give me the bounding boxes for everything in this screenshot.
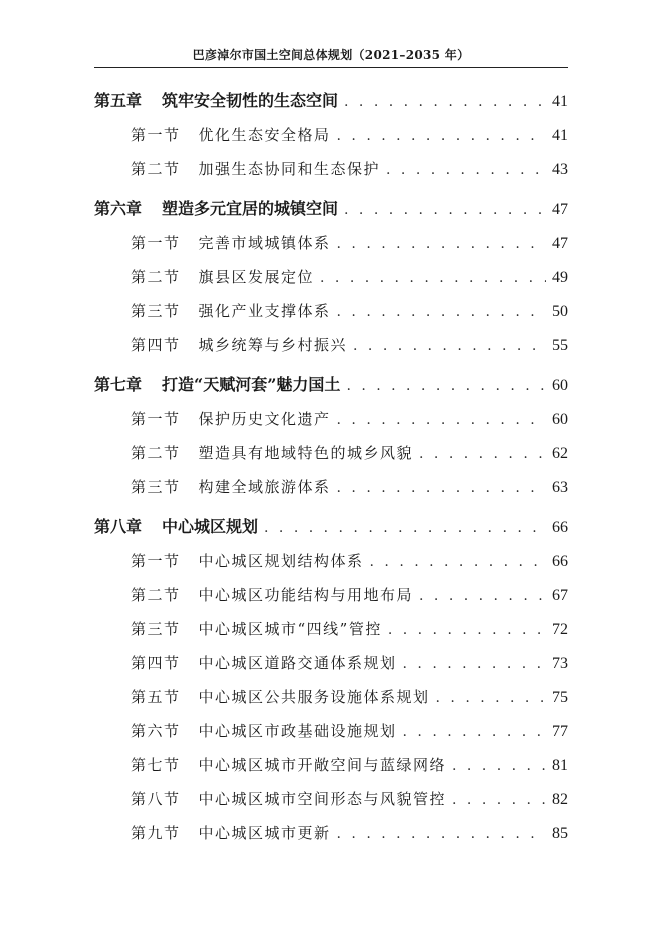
toc-leader-dots: [264, 511, 546, 545]
toc-entry-number: 第八节: [131, 790, 181, 808]
toc-entry-page: 50: [552, 303, 568, 320]
toc-entry-number: 第七节: [131, 756, 181, 774]
toc-entry-page: 60: [552, 377, 568, 394]
toc-entry-number: 第一节: [131, 552, 181, 570]
toc-section-entry[interactable]: [94, 260, 568, 294]
toc-entry-page: 66: [552, 519, 568, 536]
running-header: 巴彦淖尔市国土空间总体规划（2021–2035 年）: [192, 48, 470, 62]
toc-section-entry[interactable]: [94, 612, 568, 646]
toc-entry-number: 第四节: [131, 654, 181, 672]
toc-entry-title: 中心城区城市更新: [198, 824, 331, 842]
toc-entry-number: 第八章: [94, 517, 143, 536]
toc-leader-dots: [320, 261, 546, 295]
toc-entry-title: 完善市域城镇体系: [198, 234, 331, 252]
toc-entry-page: 67: [552, 587, 568, 604]
header-rule: [94, 67, 568, 68]
toc-section-entry[interactable]: [94, 714, 568, 748]
toc-entry-number: 第二节: [131, 586, 181, 604]
toc-entry-number: 第六节: [131, 722, 181, 740]
toc-section-entry[interactable]: [94, 470, 568, 504]
toc-entry-page: 60: [552, 411, 568, 428]
toc-entry-title: 中心城区城市开敞空间与蓝绿网络: [198, 756, 447, 774]
toc-entry-number: 第五节: [131, 688, 181, 706]
toc-chapter-entry[interactable]: [94, 192, 568, 226]
toc-entry-page: 47: [552, 201, 568, 218]
toc-leader-dots: [419, 437, 546, 471]
toc-leader-dots: [386, 153, 546, 187]
toc-entry-page: 66: [552, 553, 568, 570]
toc-entry-title: 强化产业支撑体系: [198, 302, 331, 320]
toc-entry-page: 81: [552, 757, 568, 774]
toc-leader-dots: [452, 749, 546, 783]
toc-section-entry[interactable]: [94, 436, 568, 470]
toc-entry-number: 第二节: [131, 444, 181, 462]
toc-entry-title: 中心城区道路交通体系规划: [198, 654, 397, 672]
toc-leader-dots: [346, 369, 546, 403]
toc-entry-number: 第九节: [131, 824, 181, 842]
toc-entry-number: 第三节: [131, 620, 181, 638]
toc-entry-page: 63: [552, 479, 568, 496]
toc-section-entry[interactable]: [94, 782, 568, 816]
toc-entry-page: 62: [552, 445, 568, 462]
toc-section-entry[interactable]: [94, 226, 568, 260]
toc-leader-dots: [403, 647, 546, 681]
toc-entry-title: 中心城区规划: [162, 517, 259, 536]
toc-entry-page: 41: [552, 127, 568, 144]
toc-entry-title: 加强生态协同和生态保护: [198, 160, 381, 178]
toc-entry-number: 第三节: [131, 478, 181, 496]
toc-entry-title: 构建全域旅游体系: [198, 478, 331, 496]
toc-chapter-entry[interactable]: [94, 510, 568, 544]
toc-section-entry[interactable]: [94, 152, 568, 186]
toc-entry-number: 第二节: [131, 160, 181, 178]
toc-leader-dots: [337, 403, 546, 437]
toc-leader-dots: [353, 329, 546, 363]
toc-entry-title: 中心城区规划结构体系: [198, 552, 364, 570]
toc-entry-page: 41: [552, 93, 568, 110]
toc-leader-dots: [337, 295, 546, 329]
toc-entry-number: 第七章: [94, 375, 143, 394]
toc-leader-dots: [370, 545, 546, 579]
toc-entry-title: 筑牢安全韧性的生态空间: [162, 91, 339, 110]
toc-entry-page: 73: [552, 655, 568, 672]
toc-entry-number: 第六章: [94, 199, 143, 218]
toc-leader-dots: [344, 193, 546, 227]
toc-entry-page: 75: [552, 689, 568, 706]
toc-entry-page: 55: [552, 337, 568, 354]
toc-chapter-entry[interactable]: [94, 84, 568, 118]
toc-chapter-entry[interactable]: [94, 368, 568, 402]
toc-section-entry[interactable]: [94, 402, 568, 436]
toc-section-entry[interactable]: [94, 544, 568, 578]
toc-section-entry[interactable]: [94, 646, 568, 680]
toc-entry-title: 中心城区市政基础设施规划: [198, 722, 397, 740]
toc-entry-number: 第一节: [131, 234, 181, 252]
toc-entry-title: 中心城区公共服务设施体系规划: [198, 688, 430, 706]
toc-entry-title: 中心城区城市“四线”管控: [198, 620, 382, 638]
toc-entry-page: 77: [552, 723, 568, 740]
toc-entry-title: 城乡统筹与乡村振兴: [198, 336, 348, 354]
toc-leader-dots: [344, 85, 546, 119]
table-of-contents: [94, 84, 568, 850]
toc-leader-dots: [436, 681, 546, 715]
toc-entry-title: 优化生态安全格局: [198, 126, 331, 144]
toc-entry-page: 47: [552, 235, 568, 252]
toc-entry-number: 第二节: [131, 268, 181, 286]
toc-leader-dots: [419, 579, 546, 613]
toc-section-entry[interactable]: [94, 578, 568, 612]
toc-entry-number: 第五章: [94, 91, 143, 110]
toc-entry-title: 塑造具有地域特色的城乡风貌: [198, 444, 414, 462]
toc-leader-dots: [337, 227, 546, 261]
toc-entry-page: 72: [552, 621, 568, 638]
toc-leader-dots: [403, 715, 546, 749]
toc-entry-page: 85: [552, 825, 568, 842]
toc-leader-dots: [337, 119, 546, 153]
toc-section-entry[interactable]: [94, 118, 568, 152]
toc-entry-title: 塑造多元宜居的城镇空间: [162, 199, 339, 218]
toc-entry-page: 49: [552, 269, 568, 286]
toc-section-entry[interactable]: [94, 294, 568, 328]
toc-entry-number: 第三节: [131, 302, 181, 320]
toc-entry-title: 保护历史文化遗产: [198, 410, 331, 428]
toc-section-entry[interactable]: [94, 748, 568, 782]
toc-entry-title: 打造“天赋河套”魅力国土: [162, 375, 341, 394]
toc-entry-number: 第一节: [131, 126, 181, 144]
toc-entry-number: 第一节: [131, 410, 181, 428]
toc-leader-dots: [337, 471, 546, 505]
toc-leader-dots: [452, 783, 546, 817]
toc-leader-dots: [388, 613, 546, 647]
toc-entry-title: 中心城区城市空间形态与风貌管控: [198, 790, 447, 808]
toc-entry-page: 82: [552, 791, 568, 808]
toc-section-entry[interactable]: [94, 328, 568, 362]
toc-section-entry[interactable]: [94, 816, 568, 850]
toc-entry-number: 第四节: [131, 336, 181, 354]
toc-leader-dots: [337, 817, 546, 851]
toc-section-entry[interactable]: [94, 680, 568, 714]
toc-entry-page: 43: [552, 161, 568, 178]
toc-entry-title: 旗县区发展定位: [198, 268, 315, 286]
toc-entry-title: 中心城区功能结构与用地布局: [198, 586, 414, 604]
